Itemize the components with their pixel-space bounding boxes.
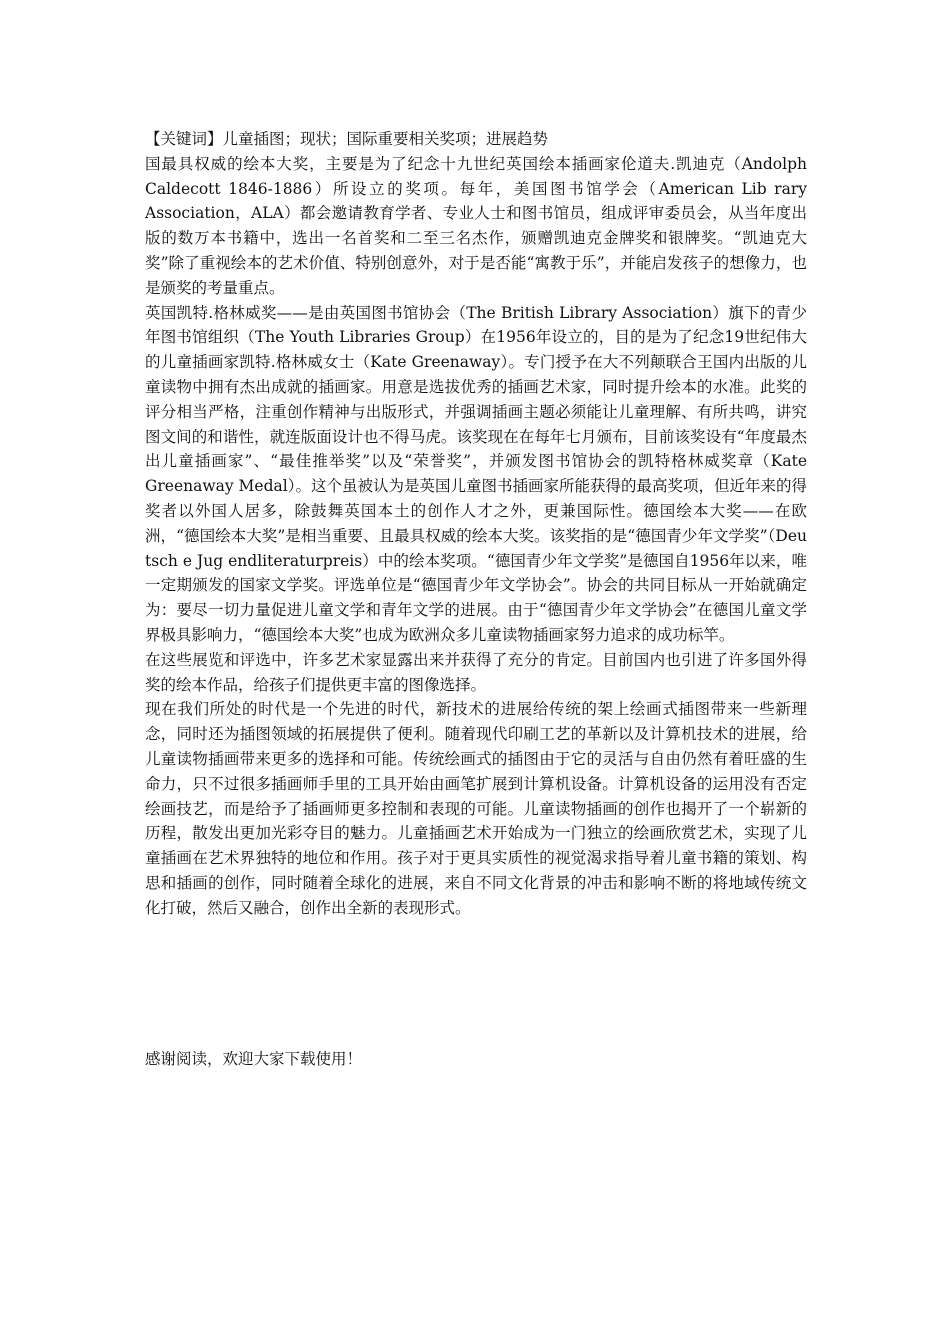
thanks-line: 感谢阅读，欢迎大家下载使用！ [145, 1050, 363, 1068]
keywords-line: 【关键词】儿童插图；现状；国际重要相关奖项；进展趋势 [145, 130, 549, 148]
document-body [145, 127, 807, 921]
paragraph-greenaway-german: 英国凯特.格林威奖——是由英国图书馆协会（The British Library Association）旗下的青少年图书馆组织（The Youth Libraries Group）在1956年设立的，目的是为了纪念19世纪伟大的儿童插画家凯特.格林威女士（Kate Greenaway）。专门授予在大不列颠联合王国内出版的儿童读物中拥有杰出成就的插画家。用意是选拔优秀的插画艺术家，同时提升绘本的水准。此奖的评分相当严格，注重创作精神与出版形式，并强调插画主题必须能让儿童理解、有所共鸣，讲究图文间的和谐性，就连版面设计也不得马虎。该奖现在在每年七月颁布，目前该奖设有“年度最杰出儿童插画家”、“最佳推举奖”以及“荣誉奖”，并颁发图书馆协会的凯特格林威奖章（Kate Greenaway Medal）。这个虽被认为是英国儿童图书插画家所能获得的最高奖项，但近年来的得奖者以外国人居多，除鼓舞英国本土的创作人才之外，更兼国际性。德国绘本大奖——在欧洲，“德国绘本大奖”是相当重要、且最具权威的绘本大奖。该奖指的是“德国青少年文学奖”（Deu tsch e Jug endliteraturpreis）中的绘本奖项。“德国青少年文学奖”是德国自1956年以来，唯一定期颁发的国家文学奖。评选单位是“德国青少年文学协会”。协会的共同目标从一开始就确定为：要尽一切力量促进儿童文学和青年文学的进展。由于“德国青少年文学协会”在德国儿童文学界极具影响力，“德国绘本大奖”也成为欧洲众多儿童读物插画家努力追求的成功标竿。 [145, 303, 807, 644]
paragraph-modern-era: 现在我们所处的时代是一个先进的时代，新技术的进展给传统的架上绘画式插图带来一些新理念，同时还为插图领域的拓展提供了便利。随着现代印刷工艺的革新以及计算机技术的进展，给儿童读物插画带来更多的选择和可能。传统绘画式的插图由于它的灵活与自由仍然有着旺盛的生命力，只不过很多插画师手里的工具开始由画笔扩展到计算机设备。计算机设备的运用没有否定绘画技艺，而是给予了插画师更多控制和表现的可能。儿童读物插画的创作也揭开了一个崭新的历程，散发出更加光彩夺目的魅力。儿童插画艺术开始成为一门独立的绘画欣赏艺术，实现了儿童插画在艺术界独特的地位和作用。孩子对于更具实质性的视觉渴求指导着儿童书籍的策划、构思和插画的创作，同时随着全球化的进展，来自不同文化背景的冲击和影响不断的将地域传统文化打破，然后又融合，创作出全新的表现形式。 [145, 700, 807, 917]
paragraph-caldecott: 国最具权威的绘本大奖，主要是为了纪念十九世纪英国绘本插画家伦道夫.凯迪克（Andolph Caldecott 1846-1886）所设立的奖项。每年，美国图书馆学会（American Lib rary Association，ALA）都会邀请教育学者、专业人士和图书馆员，组成评审委员会，从当年度出版的数万本书籍中，选出一名首奖和二至三名杰作，颁赠凯迪克金牌奖和银牌奖。“凯迪克大奖”除了重视绘本的艺术价值、特别创意外，对于是否能“寓教于乐”，并能启发孩子的想像力，也是颁奖的考量重点。 [145, 154, 807, 297]
paragraph-exhibitions: 在这些展览和评选中，许多艺术家显露出来并获得了充分的肯定。目前国内也引进了许多国外得奖的绘本作品，给孩子们提供更丰富的图像选择。 [145, 650, 807, 694]
